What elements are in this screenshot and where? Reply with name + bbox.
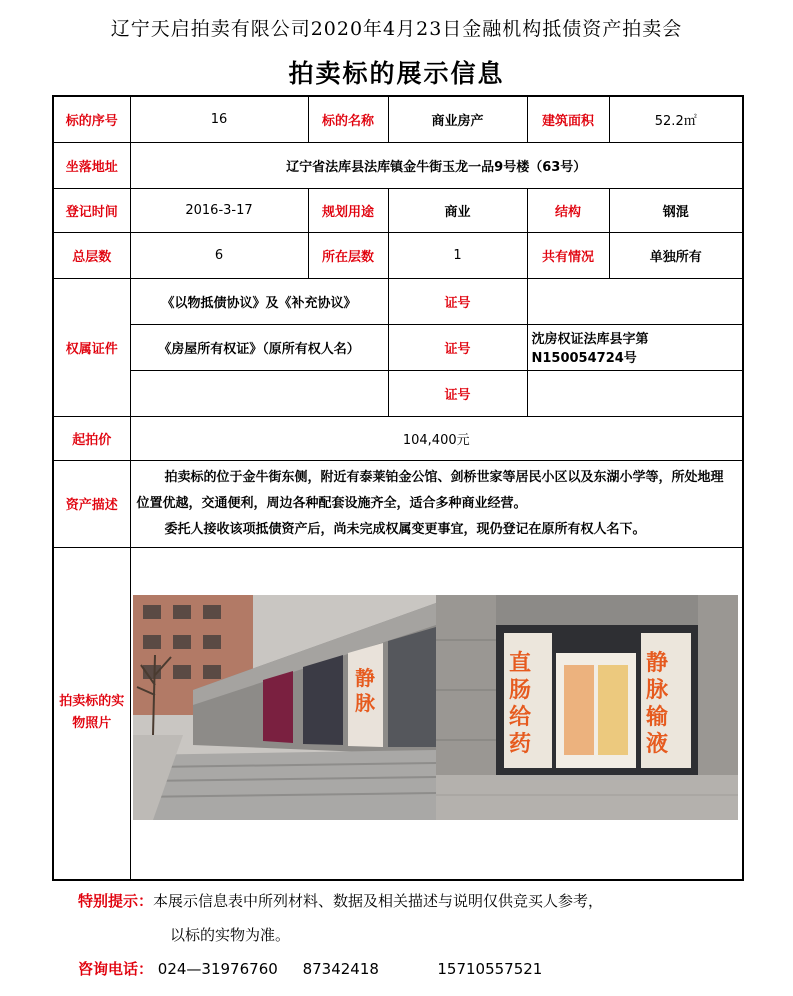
description-para-1: 拍卖标的位于金牛街东侧，附近有泰莱铂金公馆、剑桥世家等居民小区以及东湖小学等，所处地理位置优越，交通便利，周边各种配套设施齐全，适合多种商业经营。 [136, 469, 724, 511]
photo-storefront-door [436, 595, 738, 820]
label-price: 起拍价 [53, 416, 130, 460]
value-area: 52.2㎡ [609, 96, 743, 142]
label-floors: 总层数 [53, 232, 130, 278]
notice-text-1: 本展示信息表中所列材料、数据及相关描述与说明仅供竞买人参考， [153, 892, 604, 910]
value-structure: 钢混 [609, 188, 743, 232]
value-floors: 6 [130, 232, 308, 278]
cert-no-label-3: 证号 [388, 370, 527, 416]
svg-text:液: 液 [645, 730, 668, 756]
value-description [130, 460, 743, 547]
svg-text:直: 直 [508, 649, 531, 675]
value-shared: 单独所有 [609, 232, 743, 278]
photo-storefront-door-image [436, 595, 738, 820]
svg-text:药: 药 [508, 730, 531, 756]
svg-text:给: 给 [508, 703, 531, 729]
notice-line-2 [170, 924, 290, 945]
label-name: 标的名称 [308, 96, 388, 142]
page-title: 拍卖标的展示信息 [288, 59, 505, 88]
label-location: 坐落地址 [53, 142, 130, 188]
label-floor: 所在层数 [308, 232, 388, 278]
notice-label: 特别提示： [78, 892, 154, 910]
cert-name-2: 《房屋所有权证》（原所有权人名） [130, 324, 388, 370]
svg-text:静: 静 [354, 667, 375, 690]
label-seq: 标的序号 [53, 96, 130, 142]
phone-label: 咨询电话： [78, 960, 154, 978]
cert-name-1: 《以物抵债协议》及《补充协议》 [130, 278, 388, 324]
photos-cell [130, 547, 743, 880]
value-seq: 16 [130, 96, 308, 142]
cert-no-label-1: 证号 [388, 278, 527, 324]
svg-text:脉: 脉 [354, 692, 375, 715]
svg-text:输: 输 [645, 703, 668, 729]
photo-storefront-exterior [133, 595, 436, 820]
svg-text:静: 静 [645, 649, 668, 675]
svg-text:肠: 肠 [508, 676, 531, 702]
label-photos: 拍卖标的实物照片 [53, 547, 130, 880]
cert-no-label-2: 证号 [388, 324, 527, 370]
value-usage: 商业 [388, 188, 527, 232]
value-location: 辽宁省法库县法库镇金牛街玉龙一品9号楼（63号） [130, 142, 743, 188]
label-structure: 结构 [527, 188, 609, 232]
cert-no-3 [527, 370, 743, 416]
notice-text-2: 以标的实物为准。 [170, 926, 291, 944]
phone-2: 87342418 [302, 960, 379, 978]
label-description: 资产描述 [53, 460, 130, 547]
label-usage: 规划用途 [308, 188, 388, 232]
value-floor: 1 [388, 232, 527, 278]
info-table [52, 95, 744, 881]
contact-line [78, 958, 542, 979]
photo-storefront-exterior-image [133, 595, 436, 820]
label-certs: 权属证件 [53, 278, 130, 416]
cert-no-1 [527, 278, 743, 324]
label-area: 建筑面积 [527, 96, 609, 142]
value-price: 104,400元 [130, 416, 743, 460]
cert-name-3 [130, 370, 388, 416]
phone-1: 024—31976760 [157, 960, 278, 978]
value-regtime: 2016-3-17 [130, 188, 308, 232]
phone-3: 15710557521 [437, 960, 543, 978]
cert-no-2: 沈房权证法库县字第N150054724号 [527, 324, 743, 370]
value-name: 商业房产 [388, 96, 527, 142]
label-shared: 共有情况 [527, 232, 609, 278]
description-para-2: 委托人接收该项抵债资产后，尚未完成权属变更事宜，现仍登记在原所有权人名下。 [164, 521, 646, 537]
auction-header: 辽宁天启拍卖有限公司2020年4月23日金融机构抵债资产拍卖会 [110, 18, 683, 40]
label-regtime: 登记时间 [53, 188, 130, 232]
svg-text:脉: 脉 [645, 676, 668, 702]
notice-line-1 [78, 890, 603, 911]
